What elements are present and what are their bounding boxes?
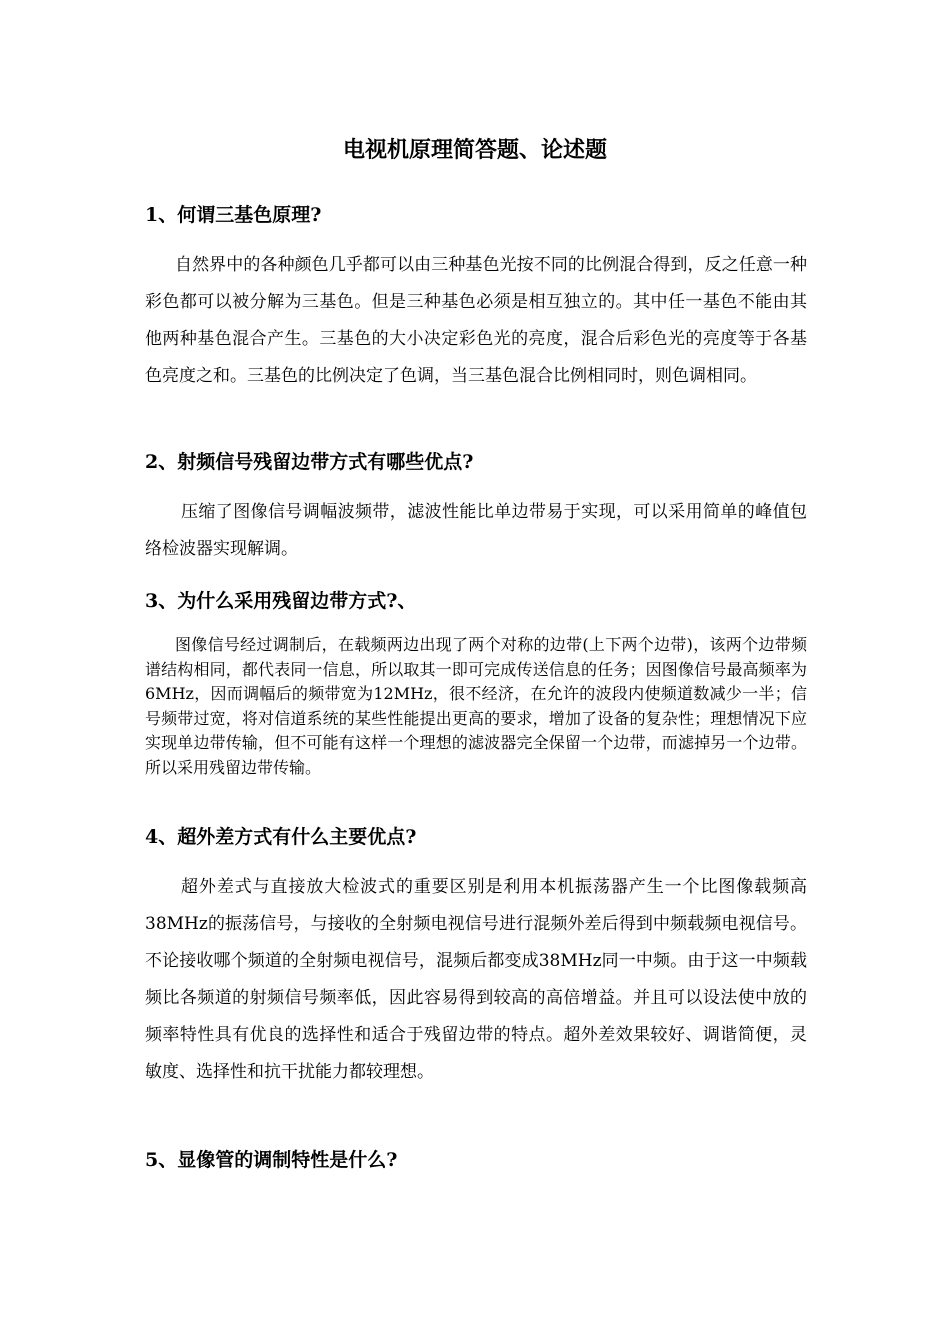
question-4-answer: 超外差式与直接放大检波式的重要区别是利用本机振荡器产生一个比图像载频高38MHz的振荡信号，与接收的全射频电视信号进行混频外差后得到中频载频电视信号。不论接收哪个频道的全射频电视信号，混频后都变成38MHz同一中频。由于这一中频载频比各频道的射频信号频率低，因此容易得到较高的高倍增益。并且可以设法使中放的频率特性具有优良的选择性和适合于残留边带的特点。超外差效果较好、调谐简便，灵敏度、选择性和抗干扰能力都较理想。 xyxy=(145,877,807,1082)
question-5-heading: 5、显像管的调制特性是什么? xyxy=(145,1149,398,1171)
question-2-heading: 2、射频信号残留边带方式有哪些优点? xyxy=(145,451,474,473)
question-4-heading: 4、超外差方式有什么主要优点? xyxy=(145,826,417,848)
question-3-answer: 图像信号经过调制后，在载频两边出现了两个对称的边带(上下两个边带)，该两个边带频谱结构相同，都代表同一信息，所以取其一即可完成传送信息的任务；因图像信号最高频率为6MHz，因而调幅后的频带宽为12MHz，很不经济，在允许的波段内使频道数减少一半；信号频带过宽，将对信道系统的某些性能提出更高的要求，增加了设备的复杂性；理想情况下应实现单边带传输，但不可能有这样一个理想的滤波器完全保留一个边带，而滤掉另一个边带。所以采用残留边带传输。 xyxy=(145,635,807,777)
question-3-heading: 3、为什么采用残留边带方式?、 xyxy=(145,590,417,612)
question-1-answer: 自然界中的各种颜色几乎都可以由三种基色光按不同的比例混合得到，反之任意一种彩色都可以被分解为三基色。但是三种基色必须是相互独立的。其中任一基色不能由其他两种基色混合产生。三基色的大小决定彩色光的亮度，混合后彩色光的亮度等于各基色亮度之和。三基色的比例决定了色调，当三基色混合比例相同时，则色调相同。 xyxy=(145,255,807,386)
question-2-answer: 压缩了图像信号调幅波频带，滤波性能比单边带易于实现，可以采用简单的峰值包络检波器实现解调。 xyxy=(145,502,807,559)
document-title: 电视机原理简答题、论述题 xyxy=(342,137,607,163)
question-1-heading: 1、何谓三基色原理? xyxy=(145,204,322,226)
